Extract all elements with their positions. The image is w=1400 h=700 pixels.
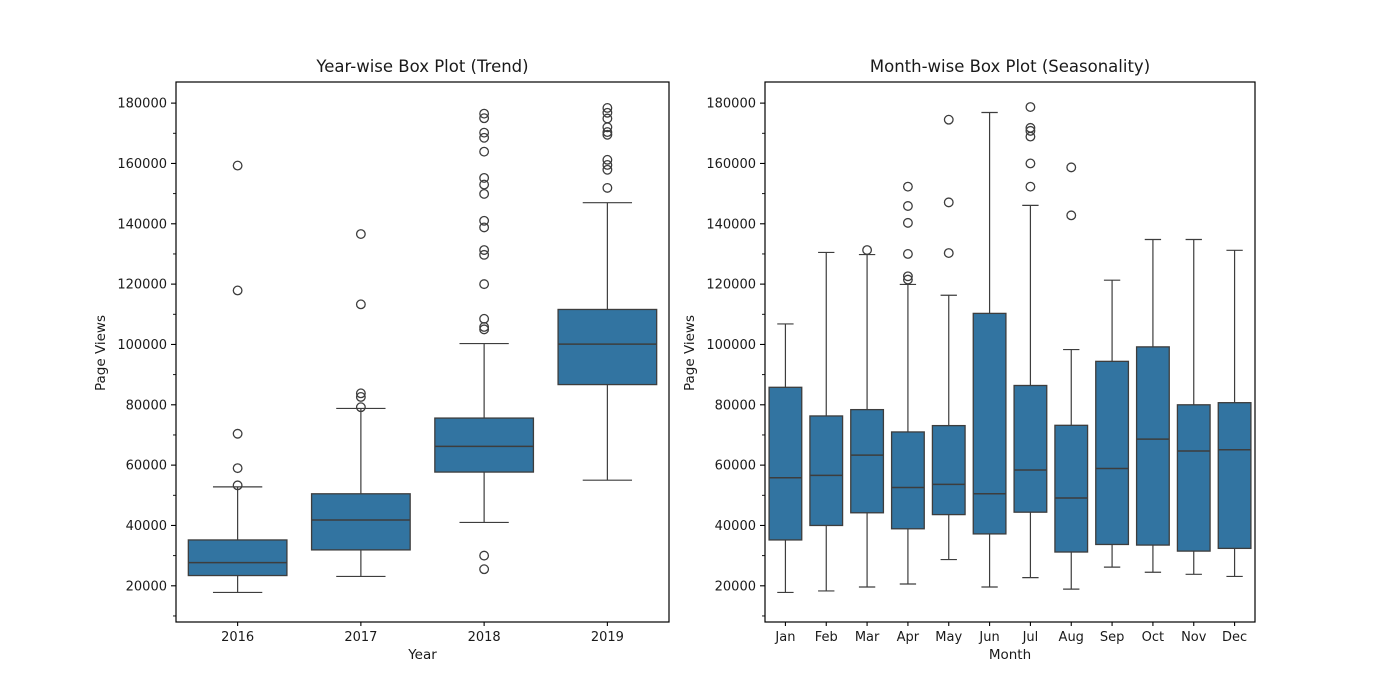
outlier-point <box>233 464 242 473</box>
y-tick-label: 80000 <box>714 398 756 414</box>
outlier-point <box>603 156 612 165</box>
y-tick-label: 100000 <box>117 337 167 353</box>
box-Jan <box>769 324 802 592</box>
y-tick-label: 100000 <box>706 337 756 353</box>
outlier-point <box>480 315 489 324</box>
x-tick-label: Jun <box>979 630 1000 645</box>
outlier-point <box>944 115 953 124</box>
x-tick-label: Mar <box>854 630 880 645</box>
x-tick-label: Apr <box>896 630 920 645</box>
y-tick-label: 20000 <box>714 579 756 595</box>
outlier-point <box>357 300 366 309</box>
outlier-point <box>480 551 489 560</box>
iqr-box <box>1096 361 1129 544</box>
x-tick-label: Nov <box>1181 630 1207 645</box>
outlier-point <box>863 246 872 255</box>
box-2019 <box>558 104 657 481</box>
left-y-axis-label: Page Views <box>93 314 109 392</box>
iqr-box <box>932 426 965 515</box>
box-Sep <box>1096 280 1129 567</box>
y-tick-label: 180000 <box>706 96 756 112</box>
iqr-box <box>851 410 884 513</box>
outlier-point <box>480 128 489 137</box>
x-tick-label: Jul <box>1022 630 1039 645</box>
outlier-point <box>480 147 489 156</box>
iqr-box <box>312 494 411 550</box>
iqr-box <box>1177 405 1210 551</box>
y-tick-label: 20000 <box>125 579 167 595</box>
iqr-box <box>892 432 925 529</box>
y-tick-label: 60000 <box>125 458 167 474</box>
left-x-axis-label: Year <box>408 647 437 663</box>
iqr-box <box>973 313 1006 534</box>
y-tick-label: 60000 <box>714 458 756 474</box>
x-tick-label: Aug <box>1058 630 1084 645</box>
x-tick-label: 2018 <box>467 630 501 645</box>
x-tick-label: 2019 <box>590 630 624 645</box>
outlier-point <box>1026 159 1035 168</box>
y-tick-label: 160000 <box>706 156 756 172</box>
right-x-axis-label: Month <box>988 647 1032 663</box>
outlier-point <box>357 230 366 239</box>
outlier-point <box>904 202 913 211</box>
x-tick-label: Oct <box>1141 630 1165 645</box>
outlier-point <box>480 190 489 199</box>
iqr-box <box>769 387 802 540</box>
x-tick-label: 2017 <box>344 630 378 645</box>
y-tick-label: 180000 <box>117 96 167 112</box>
outlier-point <box>1067 163 1076 172</box>
x-tick-label: Jan <box>775 630 796 645</box>
panel-month-boxplot <box>706 82 1255 645</box>
x-tick-label: May <box>935 630 963 645</box>
iqr-box <box>1218 403 1251 549</box>
box-Aug <box>1055 163 1088 589</box>
box-Nov <box>1177 239 1210 574</box>
outlier-point <box>480 280 489 289</box>
y-tick-label: 120000 <box>706 277 756 293</box>
panel-year-boxplot <box>117 82 669 645</box>
y-tick-label: 140000 <box>117 217 167 233</box>
box-Feb <box>810 252 843 590</box>
outlier-point <box>1067 211 1076 220</box>
box-2017 <box>312 230 411 577</box>
box-Apr <box>892 182 925 584</box>
outlier-point <box>944 249 953 258</box>
iqr-box <box>1055 425 1088 552</box>
y-tick-label: 40000 <box>714 518 756 534</box>
right-chart-title: Month-wise Box Plot (Seasonality) <box>869 57 1151 76</box>
outlier-point <box>233 286 242 295</box>
x-tick-label: Dec <box>1222 630 1248 645</box>
y-tick-label: 80000 <box>125 398 167 414</box>
x-tick-label: Feb <box>814 630 838 645</box>
box-Mar <box>851 246 884 587</box>
iqr-box <box>435 418 534 472</box>
iqr-box <box>1137 347 1170 545</box>
box-Oct <box>1137 239 1170 572</box>
box-Jul <box>1014 103 1047 578</box>
box-Jun <box>973 112 1006 587</box>
right-y-axis-label: Page Views <box>682 314 698 392</box>
outlier-point <box>603 184 612 193</box>
x-tick-label: 2016 <box>221 630 255 645</box>
box-2016 <box>188 161 287 592</box>
y-tick-label: 140000 <box>706 217 756 233</box>
iqr-box <box>188 540 287 576</box>
outlier-point <box>904 182 913 191</box>
outlier-point <box>1026 182 1035 191</box>
iqr-box <box>558 309 657 384</box>
outlier-point <box>480 174 489 183</box>
x-tick-label: Sep <box>1099 630 1125 645</box>
outlier-point <box>480 216 489 225</box>
left-chart-title: Year-wise Box Plot (Trend) <box>316 57 529 76</box>
outlier-point <box>904 219 913 228</box>
outlier-point <box>480 565 489 574</box>
y-tick-label: 40000 <box>125 518 167 534</box>
box-Dec <box>1218 250 1251 576</box>
box-2018 <box>435 109 534 573</box>
outlier-point <box>233 161 242 170</box>
outlier-point <box>233 429 242 438</box>
outlier-point <box>944 198 953 207</box>
y-tick-label: 160000 <box>117 156 167 172</box>
iqr-box <box>1014 385 1047 512</box>
outlier-point <box>904 250 913 259</box>
iqr-box <box>810 416 843 526</box>
y-tick-label: 120000 <box>117 277 167 293</box>
outlier-point <box>1026 103 1035 112</box>
box-May <box>932 115 965 559</box>
